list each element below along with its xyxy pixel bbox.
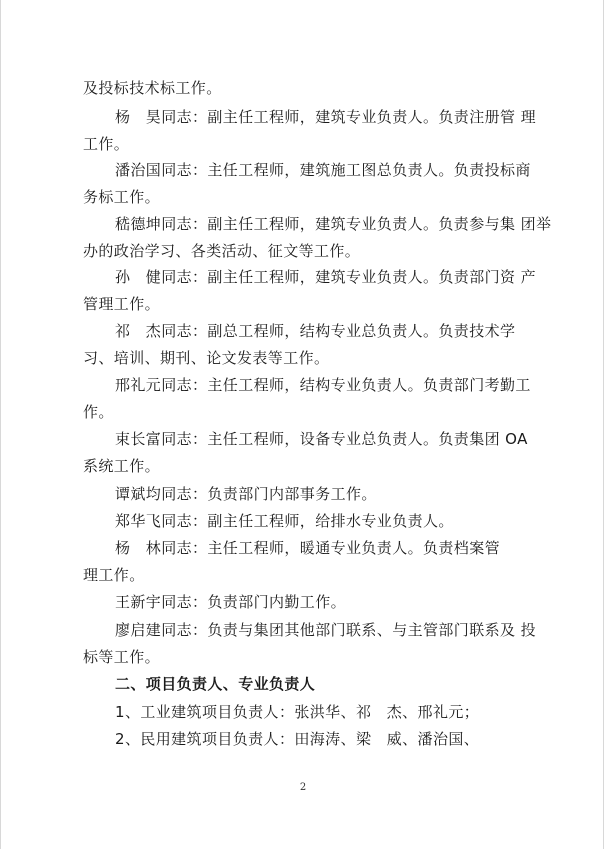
text-line: 杨 林同志：主任工程师，暖通专业负责人。负责档案管 [115,539,501,557]
text-line: 2、民用建筑项目负责人：田海涛、梁 威、潘治国、 [115,730,480,748]
text-line: 廖启建同志：负责与集团其他部门联系、与主管部门联系及 投 [115,621,536,639]
text-line: 工作。 [83,135,130,153]
text-line: 及投标技术标工作。 [83,79,222,97]
text-line: 束长富同志：主任工程师，设备专业总负责人。负责集团 OA [115,430,528,448]
page-number: 2 [299,782,307,793]
text-line: 潘治国同志：主任工程师，建筑施工图总负责人。负责投标商 [115,161,531,179]
text-line: 谭斌均同志：负责部门内部事务工作。 [115,485,377,503]
text-line: 办的政治学习、各类活动、征文等工作。 [83,242,361,260]
text-line: 管理工作。 [83,295,161,313]
text-line: 务标工作。 [83,188,161,206]
text-line: 王新宇同志：负责部门内勤工作。 [115,593,347,611]
text-line: 理工作。 [83,566,145,584]
text-line: 作。 [83,403,114,421]
text-line: 邢礼元同志：主任工程师，结构专业负责人。负责部门考勤工 [115,376,531,394]
text-line: 杨 昊同志：副主任工程师，建筑专业负责人。负责注册管 理 [115,108,536,126]
text-line: 习、培训、期刊、论文发表等工作。 [83,349,330,367]
text-line: 标等工作。 [83,648,161,666]
text-line: 郑华飞同志：副主任工程师，给排水专业负责人。 [115,512,454,530]
text-line: 孙 健同志：副主任工程师，建筑专业负责人。负责部门资 产 [115,268,536,286]
text-line: 系统工作。 [83,457,161,475]
text-line: 嵇德坤同志：副主任工程师，建筑专业负责人。负责参与集 团举 [115,215,552,233]
text-line: 祁 杰同志：副总工程师，结构专业总负责人。负责技术学 [115,322,516,340]
section-heading: 二、项目负责人、专业负责人 [115,675,316,693]
text-line: 1、工业建筑项目负责人：张洪华、祁 杰、邢礼元； [115,703,480,721]
